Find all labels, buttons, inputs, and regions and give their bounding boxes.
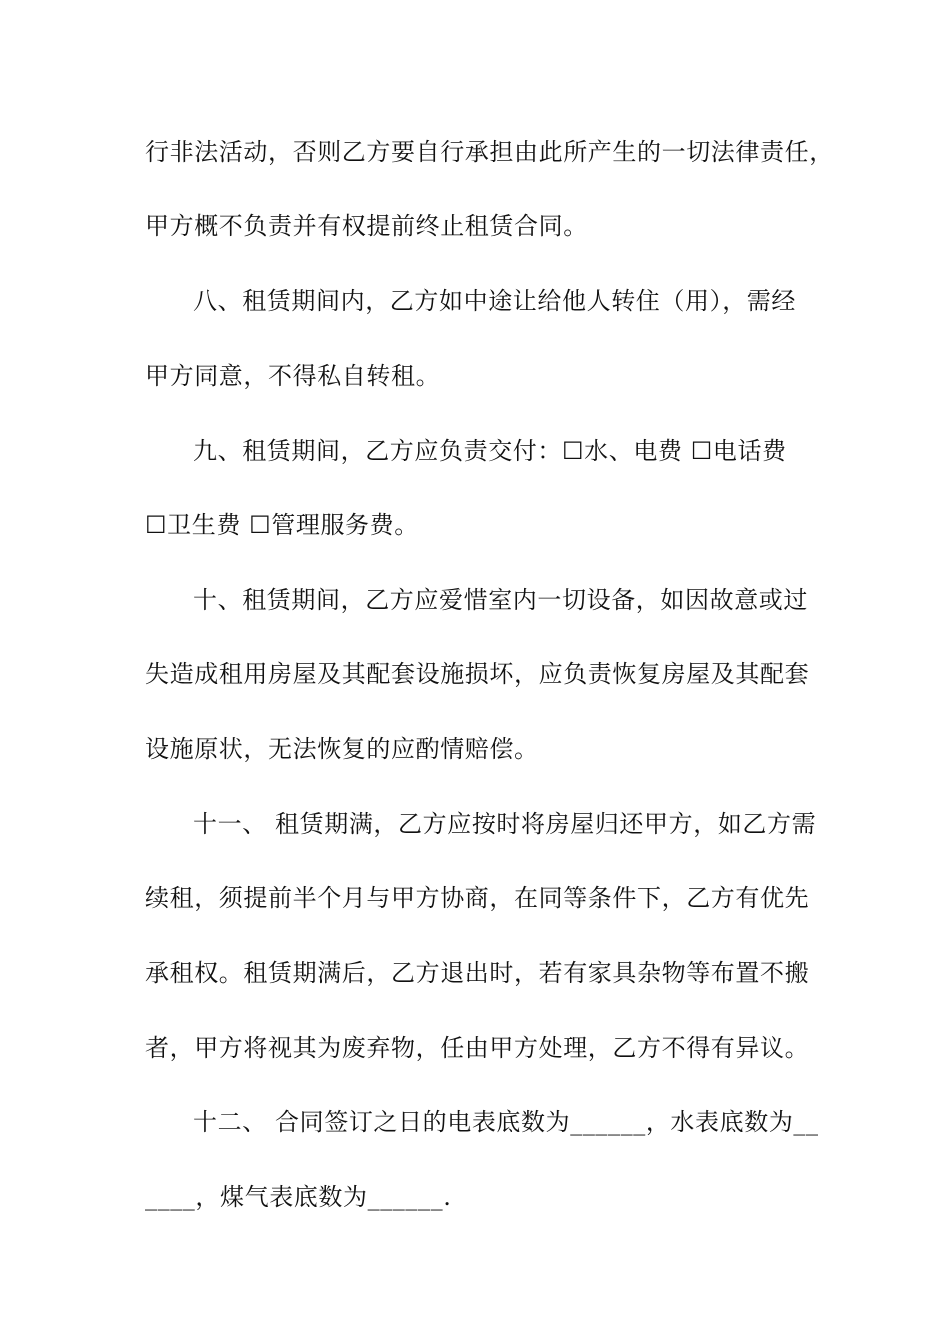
paragraph-12-line: 十二、 合同签订之日的电表底数为______，水表底数为__ [193,1108,819,1136]
paragraph-9-line: 九、租赁期间，乙方应负责交付：☐水、电费 ☐电话费 [193,437,787,465]
text-line: 甲方同意，不得私自转租。 [145,362,441,390]
paragraph-11-line: 十一、 租赁期满，乙方应按时将房屋归还甲方，如乙方需 [193,810,817,838]
paragraph-10-line: 十、租赁期间，乙方应爱惜室内一切设备，如因故意或过 [193,586,808,614]
text-line: 行非法活动，否则乙方要自行承担由此所产生的一切法律责任， [145,138,834,166]
text-line: 承租权。租赁期满后，乙方退出时，若有家具杂物等布置不搬 [145,959,810,987]
text-line: 甲方概不负责并有权提前终止租赁合同。 [145,212,588,240]
text-line: 者，甲方将视其为废弃物，任由甲方处理，乙方不得有异议。 [145,1034,810,1062]
text-line: 失造成租用房屋及其配套设施损坏，应负责恢复房屋及其配套 [145,660,810,688]
text-line: 设施原状，无法恢复的应酌情赔偿。 [145,735,539,763]
text-line: ☐卫生费 ☐管理服务费。 [145,511,419,539]
text-line: ____，煤气表底数为______. [145,1183,452,1211]
text-line: 续租，须提前半个月与甲方协商，在同等条件下，乙方有优先 [145,884,810,912]
paragraph-8-line: 八、租赁期间内，乙方如中途让给他人转住（用），需经 [193,287,796,315]
